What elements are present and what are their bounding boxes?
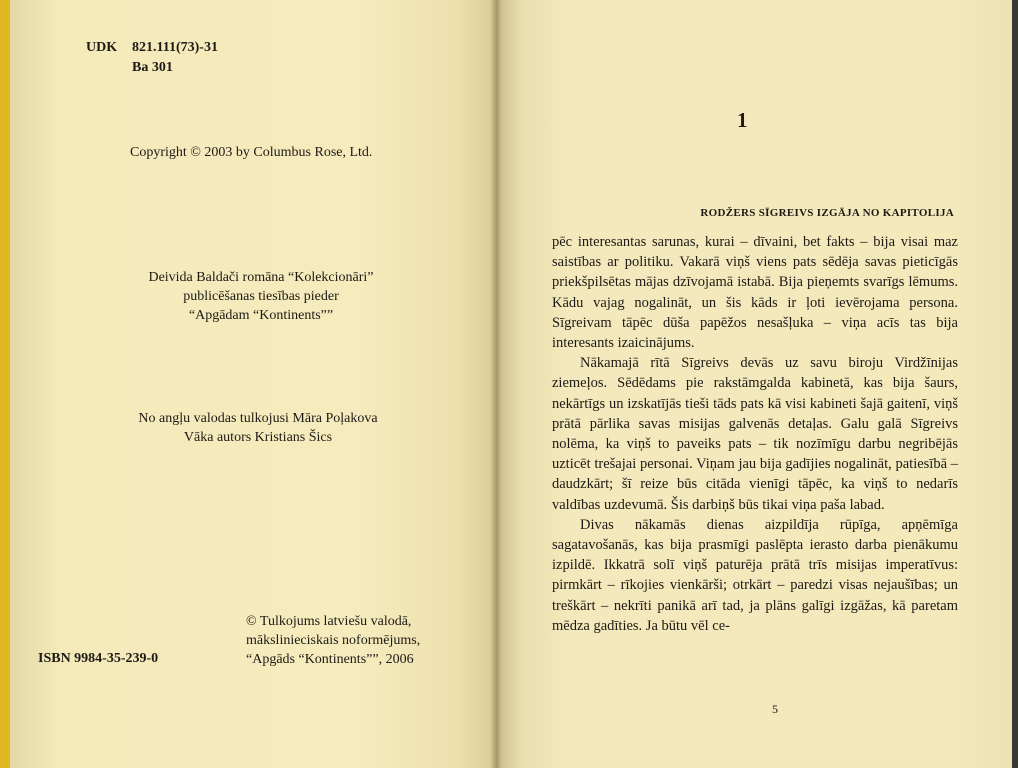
udk-code-2: Ba 301 — [132, 60, 173, 75]
left-page — [10, 0, 496, 768]
rights-line: “Apgādam “Kontinents”” — [188, 308, 334, 323]
translation-copyright-line: mākslinieciskais noformējums, — [246, 633, 421, 648]
rights-line: publicēšanas tiesības pieder — [183, 289, 339, 304]
udk-block — [86, 38, 218, 78]
publishing-rights — [118, 268, 404, 325]
udk-label: UDK — [86, 40, 118, 55]
paragraph: pēc interesantas sarunas, kurai – dīvaini, bet fakts – bija visai maz saistības ar politiku. Vakarā viņš viens pats sēdēja savas pieticīgās priekšpilsētas mājas dzīvojamā istabā. Bija pieņemts svarīgs lēmums. Kādu vajag nogalināt, un šis kāds ir ļoti ievērojama persona. Sīgreivam tāpēc dūša papēžos nesašļuka – viņa acīs tas bija interesants izaicinājums. — [552, 234, 958, 352]
rights-line: Deivida Baldači romāna “Kolekcionāri” — [148, 270, 374, 285]
paragraph: Divas nākamās dienas aizpildīja rūpīga, apņēmīga sagatavošanās, kas bija prasmīgi paslēpta ierasto darba pienākumu izpildē. Ikkatrā solī viņš paturēja prātā trīs misijas imperatīvus: pirmkārt – rīkojies vienkārši; otrkārt – paredzi visas nejaušības; un treškārt – nekrīti panikā arī tad, ja plāns galīgi izgāžas, kā paretam mēdza gadīties. Ja būtu vēl ce- — [552, 516, 958, 634]
translation-copyright-line: “Apgāds “Kontinents””, 2006 — [246, 652, 414, 667]
chapter-number: 1 — [737, 108, 748, 132]
background-edge — [1012, 0, 1018, 768]
book-gutter — [490, 0, 502, 768]
paragraph: Nākamajā rītā Sīgreivs devās uz savu biroju Virdžīnijas ziemeļos. Sēdēdams pie rakstāmgalda kabinetā, kas bija šaurs, nekārtīgs un izskatījās tieši tāds pats kā visi kabineti šajā gaitenī, viņš prātā pārlika savas misijas galvenās detaļas. Galu galā Sīgreivs nolēma, ka viņš to paveiks pats – tik nozīmīgu darbu negribējās uzticēt trešajai personai. Viņam jau bija gadījies nogalināt, patiesībā – daudzkārt; šī reize būs citāda vienīgi tāpēc, ka viņš to nedarīs valdības uzdevumā. Šis darbiņš būs tikai viņa paša labad. — [552, 355, 958, 513]
translation-copyright-line: © Tulkojums latviešu valodā, — [246, 614, 412, 629]
udk-code: 821.111(73)-31 — [132, 40, 218, 55]
right-page — [496, 0, 1012, 768]
translator-line: No angļu valodas tulkojusi Māra Poļakova — [138, 411, 378, 426]
translation-copyright — [246, 612, 420, 669]
page-number: 5 — [772, 702, 778, 716]
chapter-body — [552, 232, 958, 636]
cover-author-line: Vāka autors Kristians Šics — [183, 430, 333, 445]
translator-credits — [98, 409, 418, 447]
copyright-line: Copyright © 2003 by Columbus Rose, Ltd. — [130, 145, 373, 160]
isbn: ISBN 9984-35-239-0 — [38, 651, 159, 666]
chapter-title: RODŽERS SĪGREIVS IZGĀJA NO KAPITOLIJA — [700, 207, 954, 219]
